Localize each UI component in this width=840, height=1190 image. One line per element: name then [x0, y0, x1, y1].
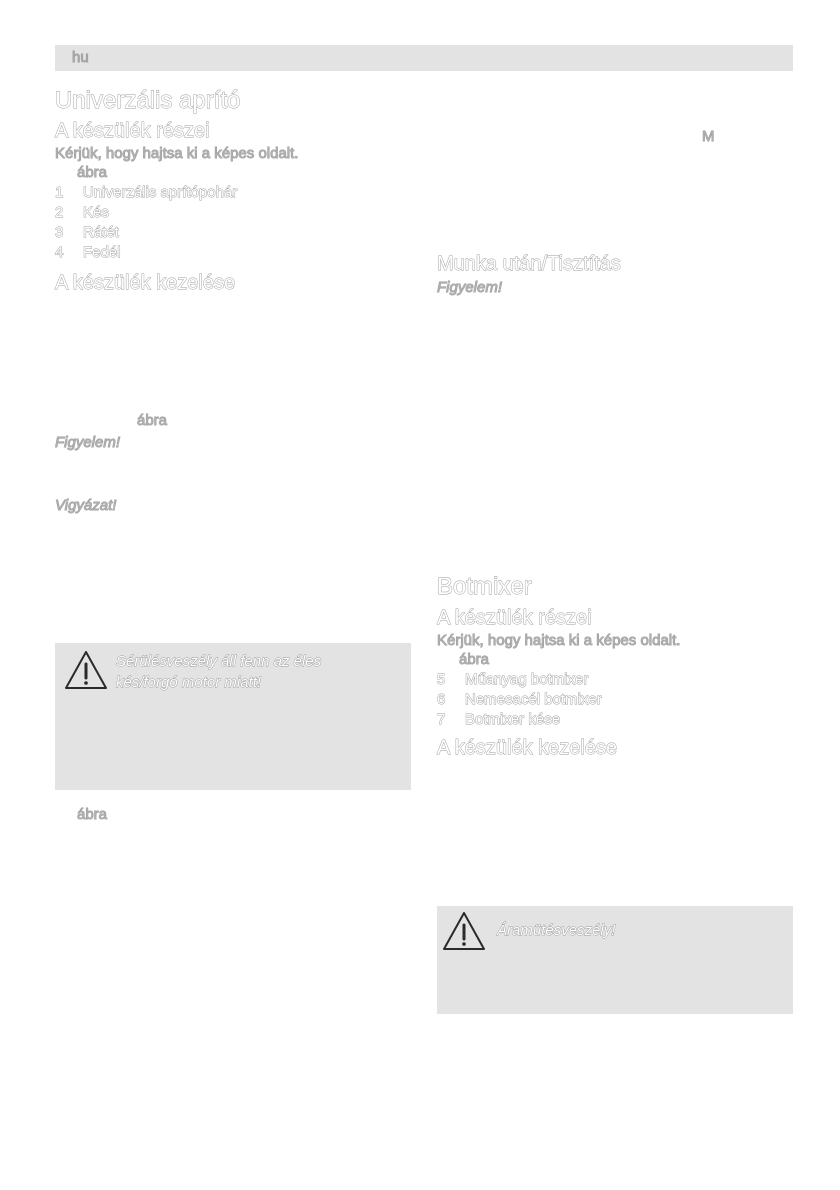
parts-heading: A készülék részei: [55, 120, 210, 142]
cleaning-attention-label: Figyelem!: [437, 279, 503, 296]
list-item-number: 2: [55, 204, 64, 221]
list-item-label: Műanyag botmixer: [465, 671, 589, 688]
list-item-number: 3: [55, 224, 64, 241]
operation-figure-ref: ábra: [137, 412, 168, 429]
list-item-number: 5: [437, 671, 446, 688]
text-fragment: M: [702, 128, 715, 145]
language-bar: [55, 45, 793, 71]
list-item-number: 7: [437, 711, 446, 728]
language-code: hu: [72, 49, 89, 66]
warning-triangle-icon: [63, 649, 109, 691]
caution-label: Vigyázat!: [55, 497, 117, 514]
injury-warning-text: [116, 651, 321, 693]
list-item-label: Rátét: [83, 224, 119, 241]
list-item-number: 6: [437, 691, 446, 708]
electric-shock-warning-text: Áramütésveszély!: [497, 922, 616, 939]
blender-parts-figure-ref: ábra: [459, 651, 490, 668]
list-item-label: Nemesacél botmixer: [465, 691, 602, 708]
list-item-label: Kés: [83, 204, 109, 221]
list-item-number: 4: [55, 244, 64, 261]
injury-warning-box: [55, 643, 411, 790]
bottom-figure-ref: ábra: [77, 806, 108, 823]
section-title-universal-chopper: Univerzális aprító: [55, 87, 241, 114]
blender-operation-heading: A készülék kezelése: [437, 737, 618, 759]
list-item-number: 1: [55, 184, 64, 201]
section-title-hand-blender: Botmixer: [437, 573, 532, 600]
operation-heading: A készülék kezelése: [55, 272, 236, 294]
electric-shock-warning-box: [437, 906, 793, 1014]
list-item-label: Fedél: [83, 244, 121, 261]
blender-parts-heading: A készülék részei: [437, 607, 592, 629]
cleaning-heading: Munka után/Tisztítás: [437, 253, 621, 275]
parts-intro: Kérjük, hogy hajtsa ki a képes oldalt.: [55, 145, 299, 162]
blender-parts-intro: Kérjük, hogy hajtsa ki a képes oldalt.: [437, 632, 681, 649]
warning-triangle-icon: [441, 910, 487, 952]
injury-warning-line: kés/forgó motor miatt!: [116, 674, 262, 691]
parts-figure-ref: ábra: [77, 164, 108, 181]
attention-label: Figyelem!: [55, 434, 121, 451]
list-item-label: Botmixer kése: [465, 711, 561, 728]
injury-warning-line: Sérülésveszély áll fenn az éles: [116, 653, 322, 670]
list-item-label: Univerzális aprítópohár: [83, 184, 238, 201]
